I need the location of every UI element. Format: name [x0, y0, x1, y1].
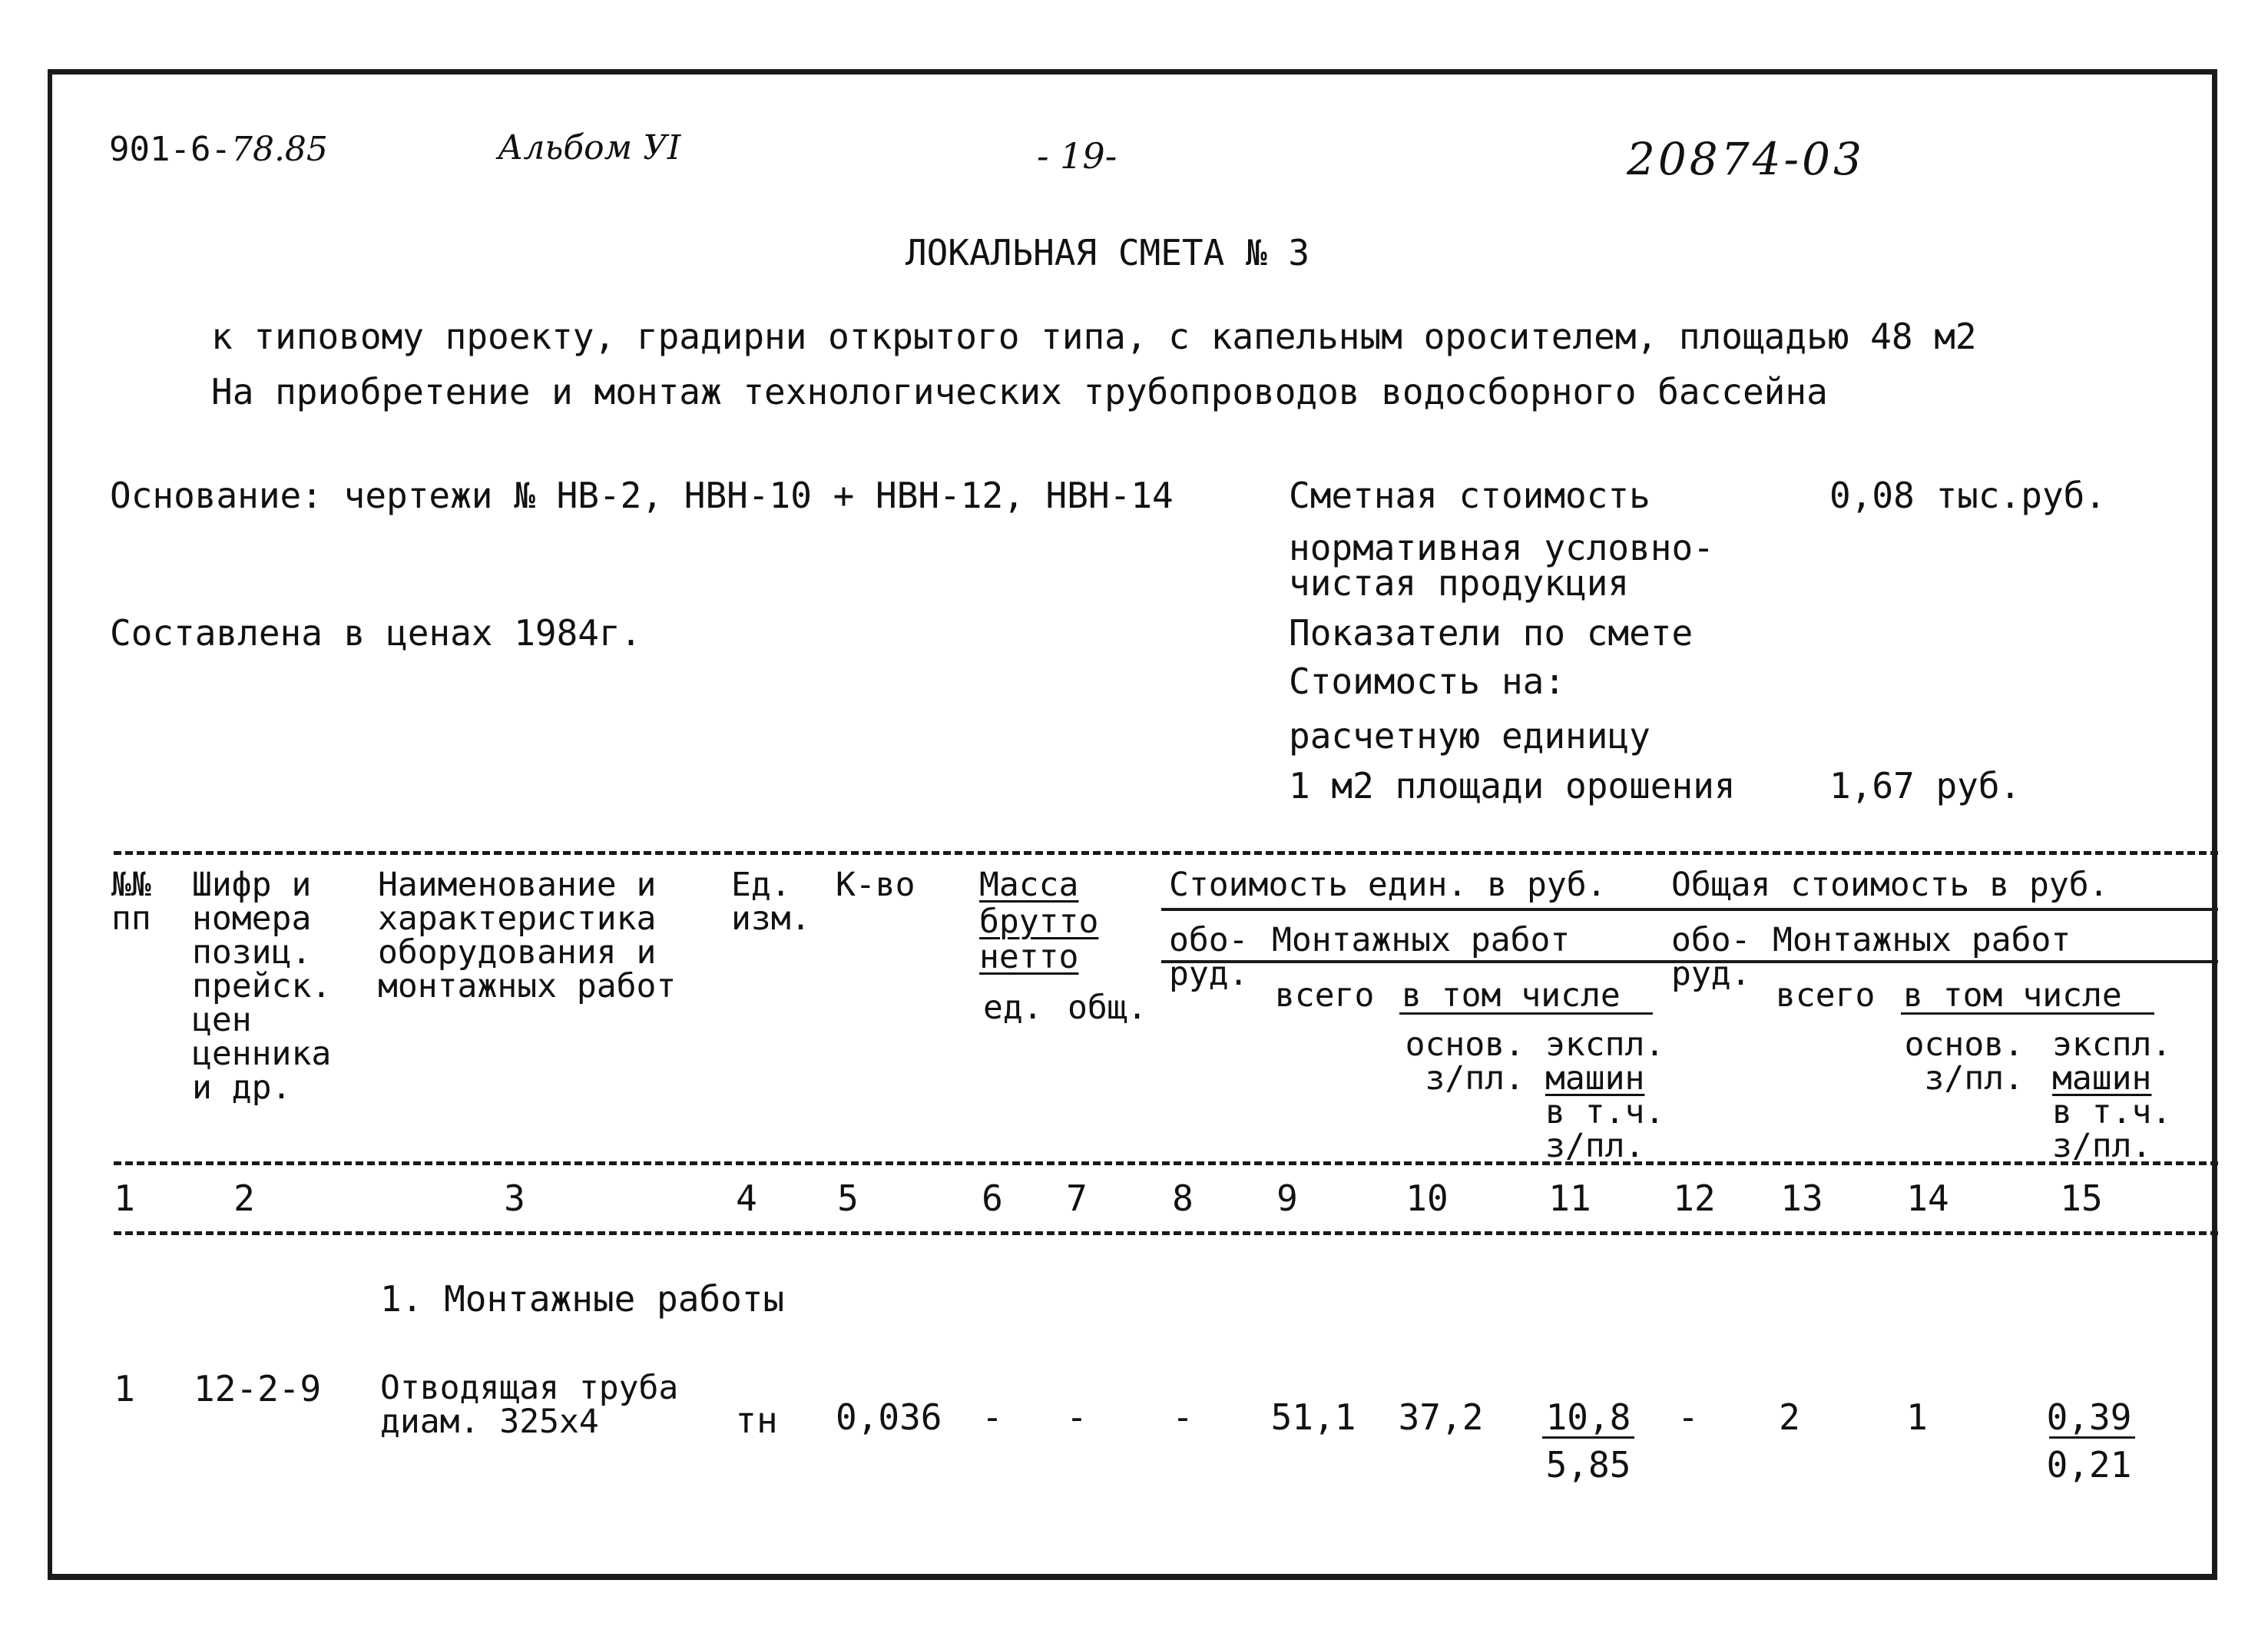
mass-header: Масса	[979, 866, 1079, 904]
col-number-10: 10	[1405, 1178, 1449, 1219]
unit-incl-header: в том числе	[1402, 976, 1621, 1015]
row-machines-top: 10,8	[1545, 1396, 1631, 1438]
col-number-5: 5	[837, 1178, 859, 1219]
row-total-machines-fraction-line	[2049, 1436, 2135, 1439]
subtitle-line-1: к типовому проекту, градирни открытого типа, с капельным оросителем, площадью 48 м2	[211, 316, 1977, 357]
row-name: Отводящая труба диам. 325х4	[380, 1369, 679, 1441]
numbers-bottom-rule	[114, 1231, 2218, 1235]
registration-number: 20874-03	[1627, 133, 1865, 185]
unit-incl-rule	[1399, 1012, 1653, 1015]
total-all-header: всего	[1776, 976, 1876, 1015]
unit-label: расчетную единицу	[1289, 715, 1651, 757]
col-number-7: 7	[1066, 1178, 1088, 1219]
col-number-6: 6	[982, 1178, 1003, 1219]
col-number-8: 8	[1172, 1178, 1194, 1219]
cost-value: 0,08 тыс.руб.	[1829, 475, 2107, 516]
album-label: Альбом УІ	[498, 128, 681, 167]
total-machines-header: экспл. машин в т.ч. з/пл.	[2052, 1025, 2172, 1165]
row-total-machines-top: 0,39	[2046, 1396, 2132, 1438]
row-code: 12-2-9	[194, 1368, 322, 1409]
row-machines-bottom: 5,85	[1545, 1444, 1631, 1486]
col-number-9: 9	[1276, 1178, 1298, 1219]
table-top-rule	[114, 851, 2218, 855]
basis-text: Основание: чертежи № НВ-2, НВН-10 + НВН-12, НВН-14	[110, 475, 1174, 516]
row-unit: тн	[735, 1399, 778, 1441]
page-border	[48, 69, 2217, 1580]
total-mount-header: Монтажных работ	[1773, 921, 2071, 959]
total-base-pay-header: основ. з/пл.	[1904, 1025, 2024, 1098]
col-number-15: 15	[2060, 1178, 2103, 1219]
document-title: ЛОКАЛЬНАЯ СМЕТА № 3	[905, 232, 1310, 273]
row-total-all: 2	[1779, 1396, 1800, 1438]
norm-line-1: нормативная условно-	[1289, 527, 1714, 568]
mass-total-header: общ.	[1068, 989, 1147, 1027]
brutto-label: брутто	[979, 903, 1099, 941]
row-equip: -	[1172, 1396, 1194, 1438]
col-number-1: 1	[114, 1178, 135, 1219]
col3-header: Наименование и характеристика оборудования и монтажных работ	[378, 866, 677, 1005]
total-cost-header: Общая стоимость в руб.	[1671, 866, 2109, 904]
unit-machines-header: экспл. машин в т.ч. з/пл.	[1545, 1025, 1665, 1165]
unit-all-header: всего	[1275, 976, 1375, 1015]
row-mass-unit: -	[982, 1396, 1003, 1438]
unit-cost-header: Стоимость един. в руб.	[1169, 866, 1607, 904]
mass-unit-header: ед.	[983, 989, 1043, 1027]
subtitle-line-2: На приобретение и монтаж технологических трубопроводов водосборного бассейна	[211, 371, 1828, 412]
indicators-label: Показатели по смете	[1289, 612, 1694, 654]
document-code: 901-6-78.85	[109, 130, 328, 169]
total-equip-header: обо- руд.	[1671, 921, 1751, 993]
col-number-14: 14	[1906, 1178, 1949, 1219]
total-incl-rule	[1901, 1012, 2154, 1015]
row-base-pay: 37,2	[1398, 1396, 1484, 1438]
col-number-2: 2	[233, 1178, 255, 1219]
cost-per-label: Стоимость на:	[1289, 661, 1566, 702]
netto-label: нетто	[979, 938, 1079, 976]
unit-equip-header: обо- руд.	[1169, 921, 1249, 993]
area-value: 1,67 руб.	[1829, 765, 2021, 807]
row-quantity: 0,036	[836, 1396, 942, 1438]
row-total-equip: -	[1677, 1396, 1699, 1438]
row-total-machines-bottom: 0,21	[2046, 1444, 2132, 1486]
col-number-3: 3	[504, 1178, 525, 1219]
row-mount-all: 51,1	[1270, 1396, 1356, 1438]
row-total-base: 1	[1906, 1396, 1928, 1438]
prices-text: Составлена в ценах 1984г.	[110, 612, 642, 654]
col-number-12: 12	[1673, 1178, 1716, 1219]
row-number: 1	[114, 1368, 135, 1409]
row-mass-total: -	[1066, 1396, 1088, 1438]
header-rule-1	[1161, 908, 2218, 911]
page-number: - 19-	[1037, 135, 1117, 177]
row-machines-fraction-line	[1542, 1436, 1634, 1439]
area-label: 1 м2 площади орошения	[1289, 765, 1736, 807]
col4-header: Ед. изм.	[731, 866, 811, 938]
col5-header: К-во	[836, 866, 915, 904]
cost-label: Сметная стоимость	[1289, 475, 1651, 516]
col-number-4: 4	[736, 1178, 757, 1219]
col1-header: №№ пп	[111, 866, 151, 938]
col-number-11: 11	[1548, 1178, 1591, 1219]
header-bottom-rule	[114, 1161, 2218, 1165]
col-number-13: 13	[1780, 1178, 1823, 1219]
unit-base-pay-header: основ. з/пл.	[1405, 1025, 1525, 1098]
unit-mount-header: Монтажных работ	[1272, 921, 1571, 959]
total-incl-header: в том числе	[1903, 976, 2122, 1015]
section-title: 1. Монтажные работы	[380, 1278, 785, 1320]
col2-header: Шифр и номера позиц. прейск. цен ценника и др.	[192, 866, 332, 1107]
norm-line-2: чистая продукция	[1289, 562, 1630, 604]
